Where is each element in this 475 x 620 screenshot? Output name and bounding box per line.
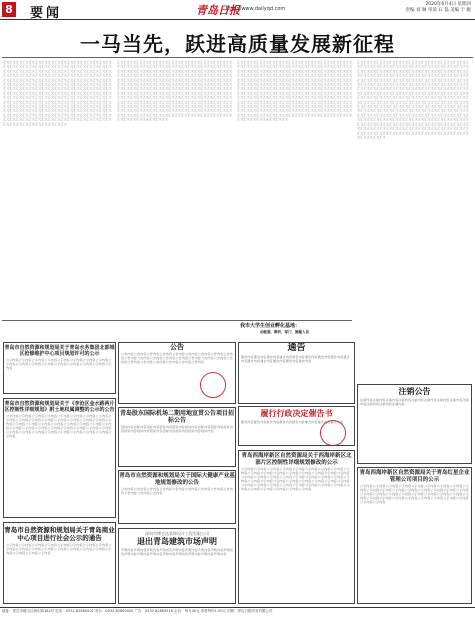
notice-box-7	[118, 528, 236, 604]
notice-body-1: 公示内容公示内容公示内容公示内容公示内容公示内容公示内容公示内容公示内容公示内容公示内容公示内容公示内容公示内容公示内容公示内容公示内容	[6, 358, 112, 370]
notice-box-6	[118, 470, 236, 524]
notice-body-3: 公示内容公示内容公示内容公示内容公示内容公示内容公示内容公示内容公示内容公示内容公示内容公示内容公示内容公示内容公示内容公示内容公示内容公示内容公示内容公示内容	[6, 543, 112, 555]
notice-body-6: 公告内容公告内容公告内容公告内容公告内容公告内容公告内容公告内容公告内容公告内容公告内容公告内容	[121, 487, 234, 495]
notice-title-9: 履行行政决定催告书	[260, 409, 333, 418]
notice-title-2: 青岛市自然资源和规划局关于《李沧区金水路两片区控制性详细规划》附土地权属调整的公示的公告	[4, 401, 115, 413]
column-subhead: 动能强、辨析、部门、测量人员	[260, 330, 309, 334]
notice-box-11	[357, 384, 472, 464]
article-column-4: 正文正文正文正文正文正文正文正文正文正文正文正文正文正文正文正文正文正文正文正文正文正文正文正文正文正文正文正文正文正文正文正文正文正文正文正文正文正文正文正文正文正文正文正文正文正文正文正文正文正文正文正文正文正文正文正文正文正文正文正文正文正文正文正文正文正文正文正文正文正文正文正文正文正文正文正文正文正文正文正文正文正文正文正文正文正文正文正文正文正文正文正文正文正文正文正文正文正文正文正文正文正文正文正文正文正文正文正文正文正文正文正文正文正文正文正文正文正文正文正文正文正文正文正文正文正文正文正文正文正文正文正文正文正文正文正文正文正文正文正文正文正文正文正文正文正文正文正文正文正文正文正文正文正文正文正文正文正文正文正文正文正文正文正文正文正文正文正文正文正文正文正文正文正文正文正文正文正文正文正文正文正文正文正文正文正文正文正文正文正文正文正文正文正文正文正文正文正文正文正文正文正文正文正文正文正文正文正文正文正文正文正文正文正文正文正文正文正文正文正文正文正文正文正文正文正文正文正文正文正文正文正文正文正文正文正文正文正文正文正文正文正文正文正文正文正文正文正文正文正文正文正文正文正文正文正文正文正文正文正文正文正文正文正文正文正文正文正文正文正文正文正文正文正文正文正文正文正文正文正文正文正文正文正文正文正文正文正文正文正文正文正文正文正文正文正文正文正文正文正文正文正文	[357, 60, 470, 139]
notice-sub-7: 深圳市博艺达装饰设计工程有限公司	[145, 531, 209, 536]
notice-title-11: 注销公告	[398, 387, 431, 396]
section-title: 要闻	[30, 6, 63, 21]
date-text: 2020年6月4日 星期四	[425, 2, 471, 7]
notice-body-5: 招标内容招标内容招标内容招标内容招标内容招标内容招标内容招标内容招标内容招标内容招标内容招标内容招标内容招标内容招标内容招标内容	[121, 425, 234, 433]
notice-body-7: 声明内容声明内容声明内容声明内容声明内容声明内容声明内容声明内容声明内容声明内容声明内容声明内容声明内容声明内容声明内容声明内容声明内容	[121, 548, 234, 556]
notice-title-10: 青岛西海岸新区自然资源局关于西海岸新区北部片区控制性详细规划修改的公示	[241, 453, 352, 466]
notice-title-5: 青岛股东国际机场二期用地宣贯公告项目招标公告	[119, 410, 234, 424]
column-headline: 我市大学生创业孵化基地：	[240, 323, 301, 329]
notice-body-11: 注销内容注销内容注销内容注销内容注销内容注销内容注销内容注销内容注销内容注销内容注销内容注销内容	[360, 398, 469, 406]
notice-title-4: 公告	[170, 343, 184, 351]
notice-box-12	[357, 467, 472, 604]
section-rule	[2, 320, 352, 321]
notice-body-2: 公示内容公示内容公示内容公示内容公示内容公示内容公示内容公示内容公示内容公示内容公示内容公示内容公示内容公示内容公示内容公示内容公示内容公示内容公示内容公示内容公示内容公示内容公示内容公示内容公示内容公示内容公示内容公示内容公示内容公示内容公示内容公示内容公示内容公示内容公示内容公示内容公示内容公示内容公示内容公示内容公示内容公示内容	[6, 414, 112, 438]
official-seal-icon	[200, 372, 226, 398]
notice-box-5	[118, 407, 236, 467]
notice-title-3: 青岛市自然资源和规划局关于青岛商业中心项目进行社会公示的通告	[4, 526, 115, 542]
editor-text: 责编 刘 琳 审读 石 磊 美编 于 鲲	[405, 8, 471, 13]
article-column-3: 正文正文正文正文正文正文正文正文正文正文正文正文正文正文正文正文正文正文正文正文正文正文正文正文正文正文正文正文正文正文正文正文正文正文正文正文正文正文正文正文正文正文正文正文正文正文正文正文正文正文正文正文正文正文正文正文正文正文正文正文正文正文正文正文正文正文正文正文正文正文正文正文正文正文正文正文正文正文正文正文正文正文正文正文正文正文正文正文正文正文正文正文正文正文正文正文正文正文正文正文正文正文正文正文正文正文正文正文正文正文正文正文正文正文正文正文正文正文正文正文正文正文正文正文正文正文正文正文正文正文正文正文正文正文正文正文正文正文正文正文正文正文正文正文正文正文正文正文正文正文正文正文正文正文正文正文正文正文正文正文正文正文正文正文正文正文正文正文正文正文正文正文正文正文正文正文正文正文正文正文正文正文正文正文正文正文正文正文正文正文正文正文正文正文正文正文正文正文正文正文正文正文正文正文正文正文正文正文正文正文正文正文正文正文正文正文正文正文正文正文正文正文正文正文正文正文正文正文正文正文正文正文正文正文正文正文正文正文正文正文正文正文	[237, 60, 353, 122]
site-url: http://www.dailyqd.com	[226, 6, 286, 12]
notice-box-8	[238, 342, 355, 404]
page-header	[0, 0, 475, 20]
notice-body-10: 公示内容公示内容公示内容公示内容公示内容公示内容公示内容公示内容公示内容公示内容公示内容公示内容公示内容公示内容公示内容公示内容公示内容公示内容公示内容公示内容公示内容公示内容公示内容公示内容公示内容公示内容公示内容公示内容公示内容公示内容公示内容公示内容公示内容公示内容公示内容公示内容公示内容公示内容公示内容公示内容公示内容公示内容公示内容公示内容公示内容公示内容公示内容公示内容	[241, 467, 350, 491]
main-headline: 一马当先，跃进高质量发展新征程	[80, 32, 395, 56]
notice-body-4: 公告内容公告内容公告内容公告内容公告内容公告内容公告内容公告内容公告内容公告内容公告内容公告内容公告内容公告内容公告内容公告内容公告内容公告内容公告内容公告内容公告内容公告内容公告内容公告内容	[121, 352, 234, 364]
headline-rule	[2, 57, 473, 58]
page-footer: 地址：青岛市崂山区海尔路182号 电话：0532-82860001 发行：0532-82860000 广告：0532-82865516 定价：每月40元 零售每份1.50元 印刷：青岛日报印务有限公司	[0, 607, 475, 620]
notice-body-8: 通告内容通告内容通告内容通告内容通告内容通告内容通告内容通告内容通告内容通告内容通告内容通告内容通告内容通告内容	[241, 355, 350, 363]
official-seal-icon	[320, 420, 346, 446]
notice-title-12: 青岛西海岸新区自然资源局关于青岛红星企业管理公司项目的公示	[359, 470, 470, 483]
notice-body-9: 催告内容催告内容催告内容催告内容催告内容催告内容催告内容催告内容	[241, 420, 344, 424]
masthead-logo: 青岛日报	[196, 4, 240, 17]
notice-box-10	[238, 450, 355, 604]
notice-title-8: 通告	[287, 343, 306, 353]
notice-title-1: 青岛市自然资源和规划局关于青岛水务集团北部城区抢修维护中心项目规划许可的公示	[4, 345, 115, 357]
date-line	[406, 2, 471, 14]
page-number: 8	[2, 2, 16, 17]
notice-box-2	[3, 398, 116, 518]
article-column-1: 正文正文正文正文正文正文正文正文正文正文正文正文正文正文正文正文正文正文正文正文正文正文正文正文正文正文正文正文正文正文正文正文正文正文正文正文正文正文正文正文正文正文正文正文正文正文正文正文正文正文正文正文正文正文正文正文正文正文正文正文正文正文正文正文正文正文正文正文正文正文正文正文正文正文正文正文正文正文正文正文正文正文正文正文正文正文正文正文正文正文正文正文正文正文正文正文正文正文正文正文正文正文正文正文正文正文正文正文正文正文正文正文正文正文正文正文正文正文正文正文正文正文正文正文正文正文正文正文正文正文正文正文正文正文正文正文正文正文正文正文正文正文正文正文正文正文正文正文正文正文正文正文正文正文正文正文正文正文正文正文正文正文正文正文正文正文正文正文正文正文正文正文正文正文正文正文正文正文正文正文正文正文正文正文正文正文正文正文正文正文正文正文正文正文正文正文正文正文正文正文正文正文正文正文正文正文正文正文正文正文正文正文正文正文正文正文正文正文正文正文正文正文正文正文正文正文正文正文正文正文正文正文正文正文正文正文正文正文正文正文正文正文正文正文正文正文正文正文	[3, 60, 112, 126]
notice-title-6: 青岛市自然资源和规划局关于国际大健康产业基地规划修改的公告	[119, 473, 235, 486]
notice-box-1	[3, 342, 116, 394]
article-column-2: 正文正文正文正文正文正文正文正文正文正文正文正文正文正文正文正文正文正文正文正文正文正文正文正文正文正文正文正文正文正文正文正文正文正文正文正文正文正文正文正文正文正文正文正文正文正文正文正文正文正文正文正文正文正文正文正文正文正文正文正文正文正文正文正文正文正文正文正文正文正文正文正文正文正文正文正文正文正文正文正文正文正文正文正文正文正文正文正文正文正文正文正文正文正文正文正文正文正文正文正文正文正文正文正文正文正文正文正文正文正文正文正文正文正文正文正文正文正文正文正文正文正文正文正文正文正文正文正文正文正文正文正文正文正文正文正文正文正文正文正文正文正文正文正文正文正文正文正文正文正文正文正文正文正文正文正文正文正文正文正文正文正文正文正文正文正文正文正文正文正文正文正文正文正文正文正文正文正文正文正文正文正文正文正文正文正文正文正文正文正文正文正文正文正文正文正文正文正文正文正文正文正文正文正文正文正文正文正文正文正文正文正文正文正文正文正文正文正文正文正文正文正文正文正文正文正文正文正文正文正文正文正文正文正文正文正文正文正文正文正文正文正文	[117, 60, 233, 122]
notice-body-12: 公示内容公示内容公示内容公示内容公示内容公示内容公示内容公示内容公示内容公示内容公示内容公示内容公示内容公示内容公示内容公示内容公示内容公示内容公示内容公示内容公示内容公示内容公示内容公示内容公示内容公示内容公示内容公示内容公示内容公示内容公示内容公示内容公示内容公示内容公示内容公示内容	[360, 484, 469, 504]
notice-title-7: 退出青岛建筑市场声明	[137, 537, 217, 546]
notice-box-3	[3, 522, 116, 604]
